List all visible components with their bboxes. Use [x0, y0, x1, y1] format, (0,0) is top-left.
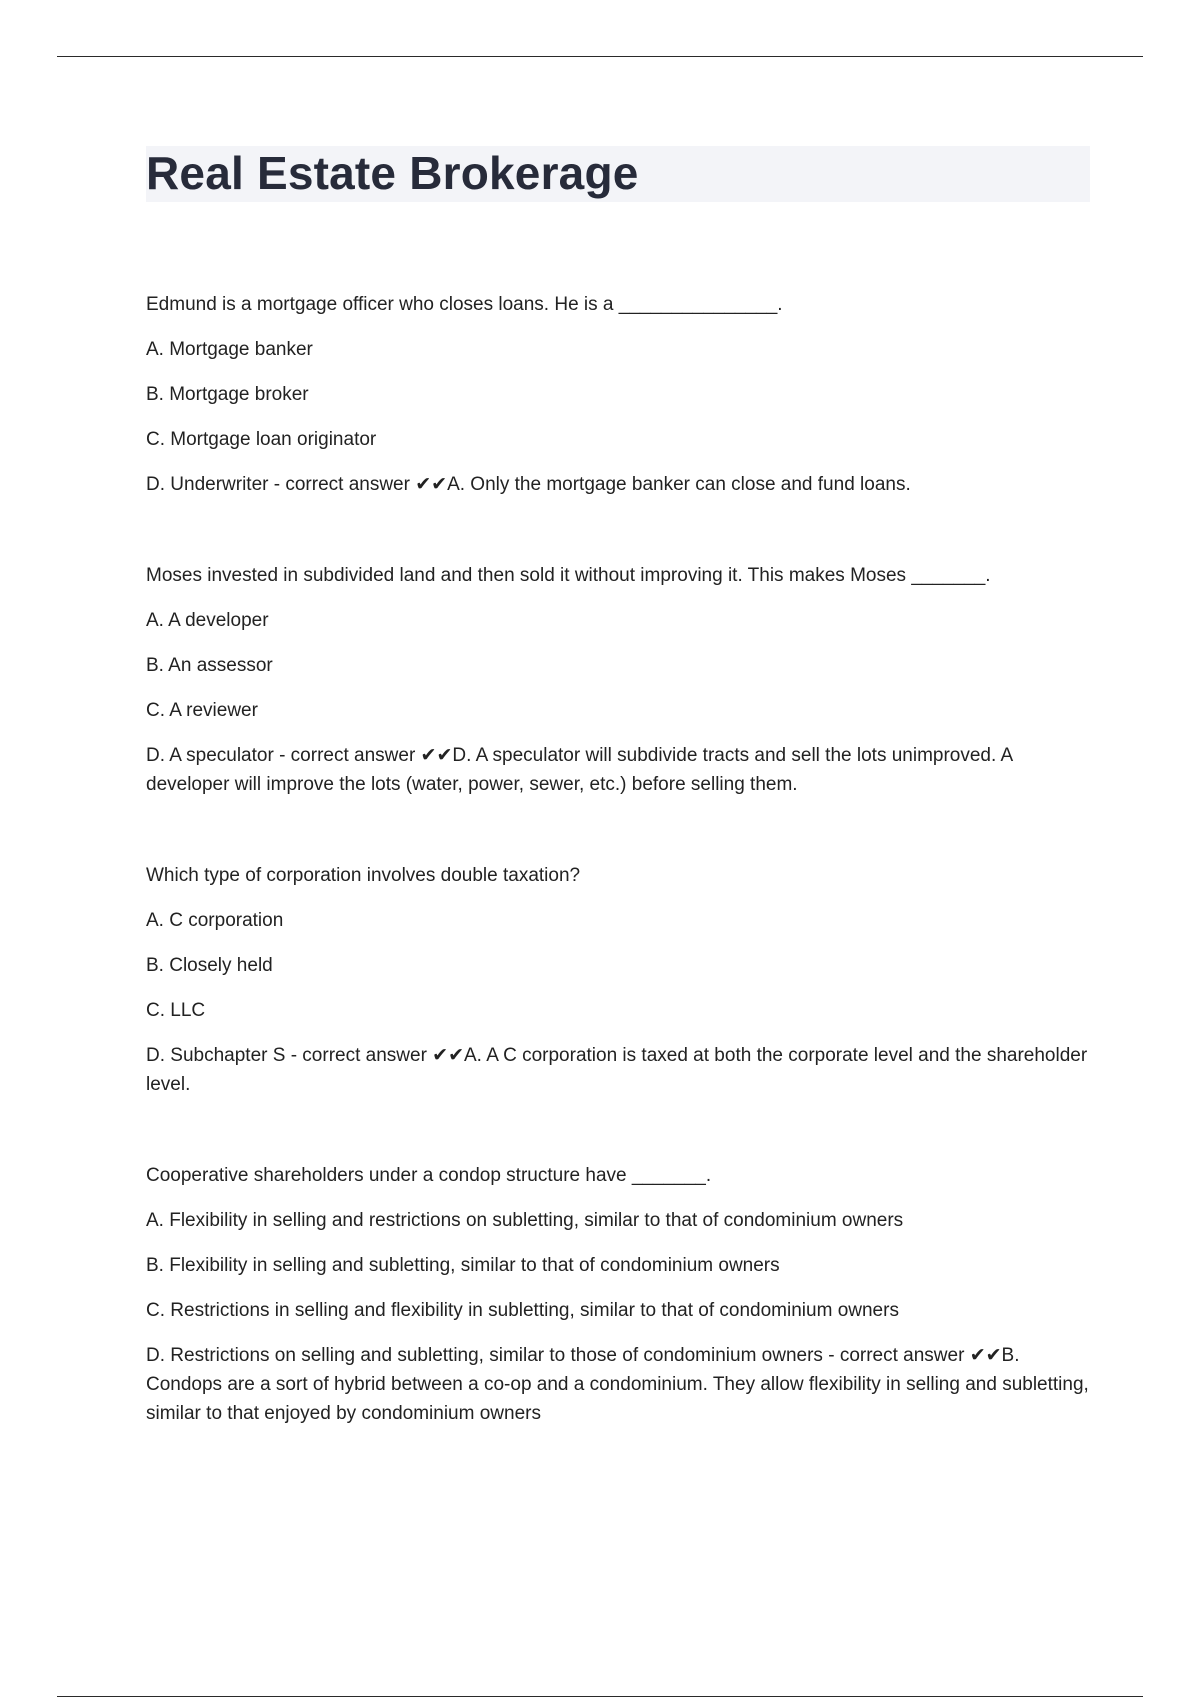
- answer-option-b: B. An assessor: [146, 655, 273, 676]
- question-block-4: [146, 1161, 1090, 1428]
- question-block-1: [146, 290, 1090, 499]
- question-stem: Moses invested in subdivided land and then sold it without improving it. This makes Moses _______.: [146, 565, 991, 586]
- answer-option-b: B. Mortgage broker: [146, 384, 309, 405]
- answer-option-a: A. A developer: [146, 610, 269, 631]
- question-block-3: [146, 861, 1090, 1099]
- answer-option-b: B. Closely held: [146, 955, 273, 976]
- question-stem: Edmund is a mortgage officer who closes loans. He is a _______________.: [146, 294, 783, 315]
- document-title: Real Estate Brokerage: [146, 147, 639, 199]
- answer-option-a: A. Mortgage banker: [146, 339, 313, 360]
- answer-option-c: C. A reviewer: [146, 700, 258, 721]
- answer-option-c: C. Mortgage loan originator: [146, 429, 377, 450]
- answer-option-d-with-explanation: D. Underwriter - correct answer ✔✔A. Only the mortgage banker can close and fund loans.: [146, 474, 911, 495]
- answer-option-a: A. C corporation: [146, 910, 284, 931]
- answer-option-d-with-explanation: D. Subchapter S - correct answer ✔✔A. A C corporation is taxed at both the corporate level and the shareholder level.: [146, 1045, 1088, 1095]
- question-stem: Which type of corporation involves double taxation?: [146, 865, 581, 886]
- top-rule: [57, 56, 1143, 57]
- answer-option-d-with-explanation: D. A speculator - correct answer ✔✔D. A speculator will subdivide tracts and sell the lots unimproved. A developer will improve the lots (water, power, sewer, etc.) before selling them.: [146, 745, 1013, 795]
- answer-option-b: B. Flexibility in selling and subletting, similar to that of condominium owners: [146, 1255, 780, 1276]
- document-body: [146, 290, 1090, 1490]
- question-block-2: [146, 561, 1090, 799]
- question-stem: Cooperative shareholders under a condop structure have _______.: [146, 1165, 712, 1186]
- answer-option-d-with-explanation: D. Restrictions on selling and subletting, similar to those of condominium owners - correct answer ✔✔B. Condops are a sort of hybrid between a co-op and a condominium. They allow flexibility in selling and subletting, similar to that enjoyed by condominium owners: [146, 1345, 1089, 1424]
- answer-option-a: A. Flexibility in selling and restrictions on subletting, similar to that of condominium owners: [146, 1210, 904, 1231]
- answer-option-c: C. LLC: [146, 1000, 206, 1021]
- bottom-rule: [57, 1696, 1143, 1697]
- answer-option-c: C. Restrictions in selling and flexibility in subletting, similar to that of condominium owners: [146, 1300, 899, 1321]
